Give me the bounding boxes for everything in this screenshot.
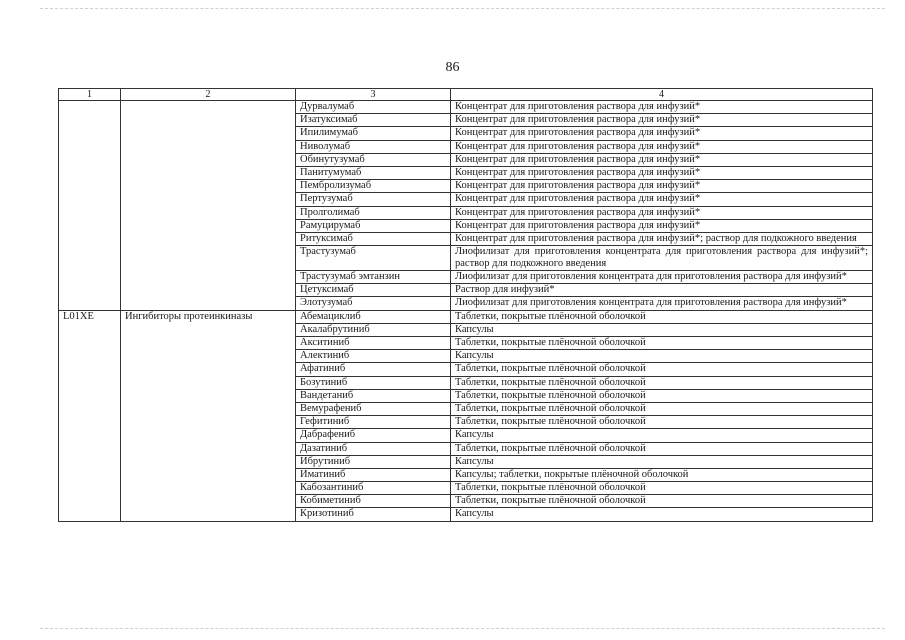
dosage-form-cell: Концентрат для приготовления раствора для инфузий*	[451, 140, 873, 153]
drug-name-cell: Пертузумаб	[296, 193, 451, 206]
table-row	[59, 101, 873, 114]
dosage-form-cell: Лиофилизат для приготовления концентрата для приготовления раствора для инфузий*	[451, 271, 873, 284]
dosage-form-cell: Концентрат для приготовления раствора для инфузий*	[451, 193, 873, 206]
drug-name-cell: Ниволумаб	[296, 140, 451, 153]
dosage-form-cell: Концентрат для приготовления раствора для инфузий*	[451, 101, 873, 114]
dosage-form-cell: Таблетки, покрытые плёночной оболочкой	[451, 376, 873, 389]
drug-name-cell: Кризотиниб	[296, 508, 451, 521]
drug-name-cell: Трастузумаб	[296, 246, 451, 271]
atc-code-cell	[59, 101, 121, 311]
drug-name-cell: Ибрутиниб	[296, 455, 451, 468]
dosage-form-cell: Лиофилизат для приготовления концентрата для приготовления раствора для инфузий*	[451, 297, 873, 310]
drug-name-cell: Дабрафениб	[296, 429, 451, 442]
dosage-form-cell: Концентрат для приготовления раствора для инфузий*; раствор для подкожного введения	[451, 232, 873, 245]
drug-name-cell: Дазатиниб	[296, 442, 451, 455]
table-header-row	[59, 89, 873, 101]
dosage-form-cell: Таблетки, покрытые плёночной оболочкой	[451, 363, 873, 376]
dosage-form-cell: Таблетки, покрытые плёночной оболочкой	[451, 310, 873, 323]
drug-name-cell: Кобиметиниб	[296, 495, 451, 508]
dosage-form-cell: Таблетки, покрытые плёночной оболочкой	[451, 402, 873, 415]
drug-name-cell: Акситиниб	[296, 337, 451, 350]
drug-name-cell: Алектиниб	[296, 350, 451, 363]
scan-edge-bottom	[40, 628, 885, 629]
dosage-form-cell: Таблетки, покрытые плёночной оболочкой	[451, 337, 873, 350]
table-body	[59, 101, 873, 522]
dosage-form-cell: Концентрат для приготовления раствора для инфузий*	[451, 206, 873, 219]
header-col-3: 3	[296, 89, 451, 101]
drug-name-cell: Ипилимумаб	[296, 127, 451, 140]
atc-code-cell: L01XE	[59, 310, 121, 521]
dosage-form-cell: Таблетки, покрытые плёночной оболочкой	[451, 495, 873, 508]
dosage-form-cell: Таблетки, покрытые плёночной оболочкой	[451, 442, 873, 455]
drug-name-cell: Рамуцирумаб	[296, 219, 451, 232]
dosage-form-cell: Таблетки, покрытые плёночной оболочкой	[451, 482, 873, 495]
drug-name-cell: Иматиниб	[296, 468, 451, 481]
dosage-form-cell: Капсулы	[451, 323, 873, 336]
dosage-form-cell: Капсулы	[451, 508, 873, 521]
drug-name-cell: Трастузумаб эмтанзин	[296, 271, 451, 284]
drug-name-cell: Абемациклиб	[296, 310, 451, 323]
drug-name-cell: Гефитиниб	[296, 416, 451, 429]
drug-name-cell: Афатиниб	[296, 363, 451, 376]
page-number: 86	[445, 60, 460, 75]
drug-name-cell: Ритуксимаб	[296, 232, 451, 245]
drug-name-cell: Бозутиниб	[296, 376, 451, 389]
drug-name-cell: Панитумумаб	[296, 166, 451, 179]
dosage-form-cell: Концентрат для приготовления раствора для инфузий*	[451, 166, 873, 179]
dosage-form-cell: Концентрат для приготовления раствора для инфузий*	[451, 180, 873, 193]
dosage-form-cell: Концентрат для приготовления раствора для инфузий*	[451, 114, 873, 127]
header-col-4: 4	[451, 89, 873, 101]
dosage-form-cell: Таблетки, покрытые плёночной оболочкой	[451, 416, 873, 429]
header-col-2: 2	[121, 89, 296, 101]
dosage-form-cell: Концентрат для приготовления раствора для инфузий*	[451, 127, 873, 140]
drug-name-cell: Цетуксимаб	[296, 284, 451, 297]
drug-name-cell: Кабозантиниб	[296, 482, 451, 495]
drug-name-cell: Пролголимаб	[296, 206, 451, 219]
table-row	[59, 310, 873, 323]
drug-name-cell: Пембролизумаб	[296, 180, 451, 193]
drug-name-cell: Вемурафениб	[296, 402, 451, 415]
dosage-form-cell: Таблетки, покрытые плёночной оболочкой	[451, 389, 873, 402]
group-name-cell: Ингибиторы протеинкиназы	[121, 310, 296, 521]
drug-table	[58, 88, 873, 522]
dosage-form-cell: Капсулы	[451, 350, 873, 363]
dosage-form-cell: Концентрат для приготовления раствора для инфузий*	[451, 153, 873, 166]
drug-name-cell: Акалабрутиниб	[296, 323, 451, 336]
dosage-form-cell: Лиофилизат для приготовления концентрата для приготовления раствора для инфузий*; раствор для подкожного введения	[451, 246, 873, 271]
drug-name-cell: Изатуксимаб	[296, 114, 451, 127]
dosage-form-cell: Капсулы	[451, 429, 873, 442]
drug-name-cell: Вандетаниб	[296, 389, 451, 402]
drug-name-cell: Обинутузумаб	[296, 153, 451, 166]
header-col-1: 1	[59, 89, 121, 101]
dosage-form-cell: Капсулы; таблетки, покрытые плёночной оболочкой	[451, 468, 873, 481]
dosage-form-cell: Капсулы	[451, 455, 873, 468]
drug-name-cell: Дурвалумаб	[296, 101, 451, 114]
dosage-form-cell: Концентрат для приготовления раствора для инфузий*	[451, 219, 873, 232]
dosage-form-cell: Раствор для инфузий*	[451, 284, 873, 297]
drug-name-cell: Элотузумаб	[296, 297, 451, 310]
scan-edge-top	[40, 8, 885, 9]
group-name-cell	[121, 101, 296, 311]
